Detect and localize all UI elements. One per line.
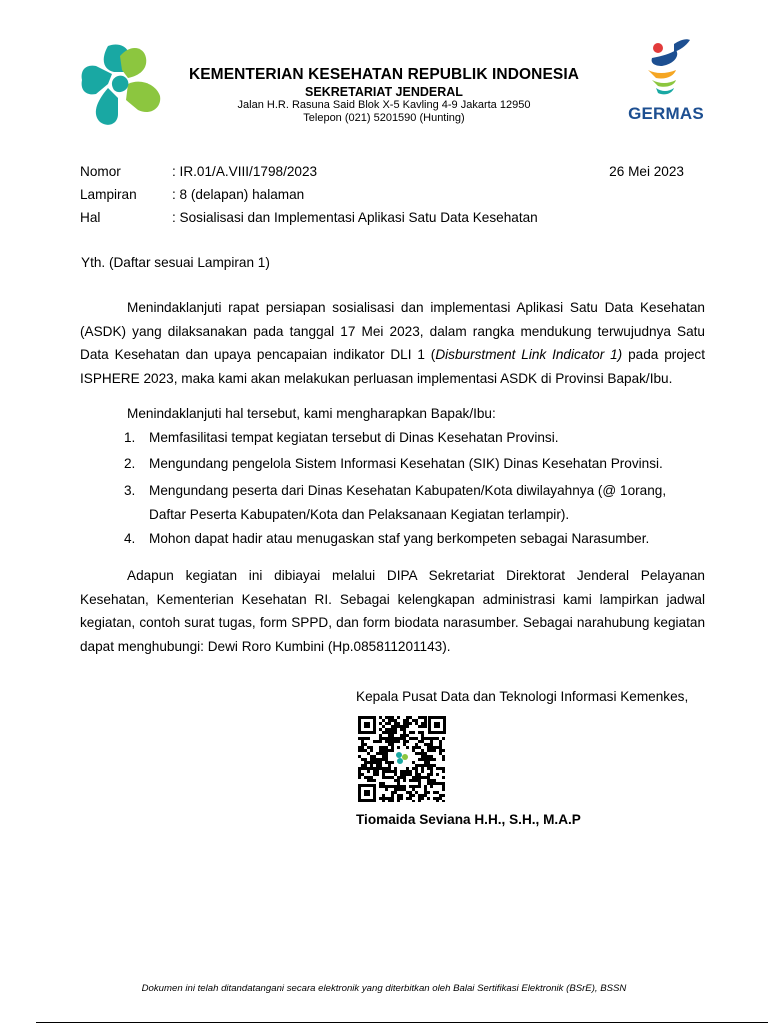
list-item: 2. Mengundang pengelola Sistem Informasi Kesehatan (SIK) Dinas Kesehatan Provinsi.: [124, 456, 663, 471]
phone: Telepon (021) 5201590 (Hunting): [303, 112, 465, 124]
recipient: Yth. (Daftar sesuai Lampiran 1): [81, 255, 270, 270]
lampiran-label: Lampiran: [80, 187, 137, 202]
list-item: 4. Mohon dapat hadir atau menugaskan staf yang berkompeten sebagai Narasumber.: [124, 531, 650, 546]
paragraph-1: Menindaklanjuti rapat persiapan sosialisasi dan implementasi Aplikasi Satu Data Kesehatan (ASDK) yang dilaksanakan pada tanggal 17 Mei 2023, dalam rangka mendukung terwujudnya Satu Data Kesehatan dan upaya pencapaian indikator DLI 1 (Disburstment Link Indicator 1) pada project ISPHERE 2023, maka kami akan melakukan perluasan implementasi ASDK di Provinsi Bapak/Ibu.: [80, 300, 705, 386]
address: Jalan H.R. Rasuna Said Blok X-5 Kavling 4-9 Jakarta 12950: [237, 99, 531, 111]
list-intro: Menindaklanjuti hal tersebut, kami mengharapkan Bapak/Ibu:: [127, 406, 496, 421]
hal-value: : Sosialisasi dan Implementasi Aplikasi Satu Data Kesehatan: [172, 210, 538, 225]
hal-label: Hal: [80, 210, 101, 225]
nomor-value: : IR.01/A.VIII/1798/2023: [172, 164, 318, 179]
list-item: 3. Mengundang peserta dari Dinas Kesehatan Kabupaten/Kota diwilayahnya (@ 1orang, Daftar Peserta Kabupaten/Kota dan Pelaksanaan Kegiatan terlampir).: [124, 483, 667, 522]
signatory-name: Tiomaida Seviana H.H., S.H., M.A.P: [356, 812, 581, 827]
qr-code: [358, 716, 446, 802]
ministry-name: KEMENTERIAN KESEHATAN REPUBLIK INDONESIA: [188, 66, 580, 83]
list-item: 1. Memfasilitasi tempat kegiatan tersebut di Dinas Kesehatan Provinsi.: [124, 430, 559, 445]
footer-divider: [36, 1022, 768, 1023]
italic-term: Disburstment Link Indicator 1): [435, 347, 623, 362]
paragraph-2: Adapun kegiatan ini dibiayai melalui DIPA Sekretariat Direktorat Jenderal Pelayanan Kesehatan, Kementerian Kesehatan RI. Sebagai kelengkapan administrasi kami lampirkan jadwal kegiatan, contoh surat tugas, form SPPD, dan form biodata narasumber. Sebagai narahubung kegiatan dapat menghubungi: Dewi Roro Kumbini (Hp.085811201143).: [80, 568, 705, 654]
lampiran-value: : 8 (delapan) halaman: [172, 187, 305, 202]
letter-date: 26 Mei 2023: [609, 164, 684, 179]
footer-note: Dokumen ini telah ditandatangani secara elektronik yang diterbitkan oleh Balai Sertifikasi Elektronik (BSrE), BSSN: [141, 983, 627, 994]
germas-label: GERMAS: [628, 104, 704, 123]
nomor-label: Nomor: [80, 164, 121, 179]
signatory-title: Kepala Pusat Data dan Teknologi Informasi Kemenkes,: [356, 689, 689, 704]
unit-name: SEKRETARIAT JENDERAL: [305, 85, 463, 99]
